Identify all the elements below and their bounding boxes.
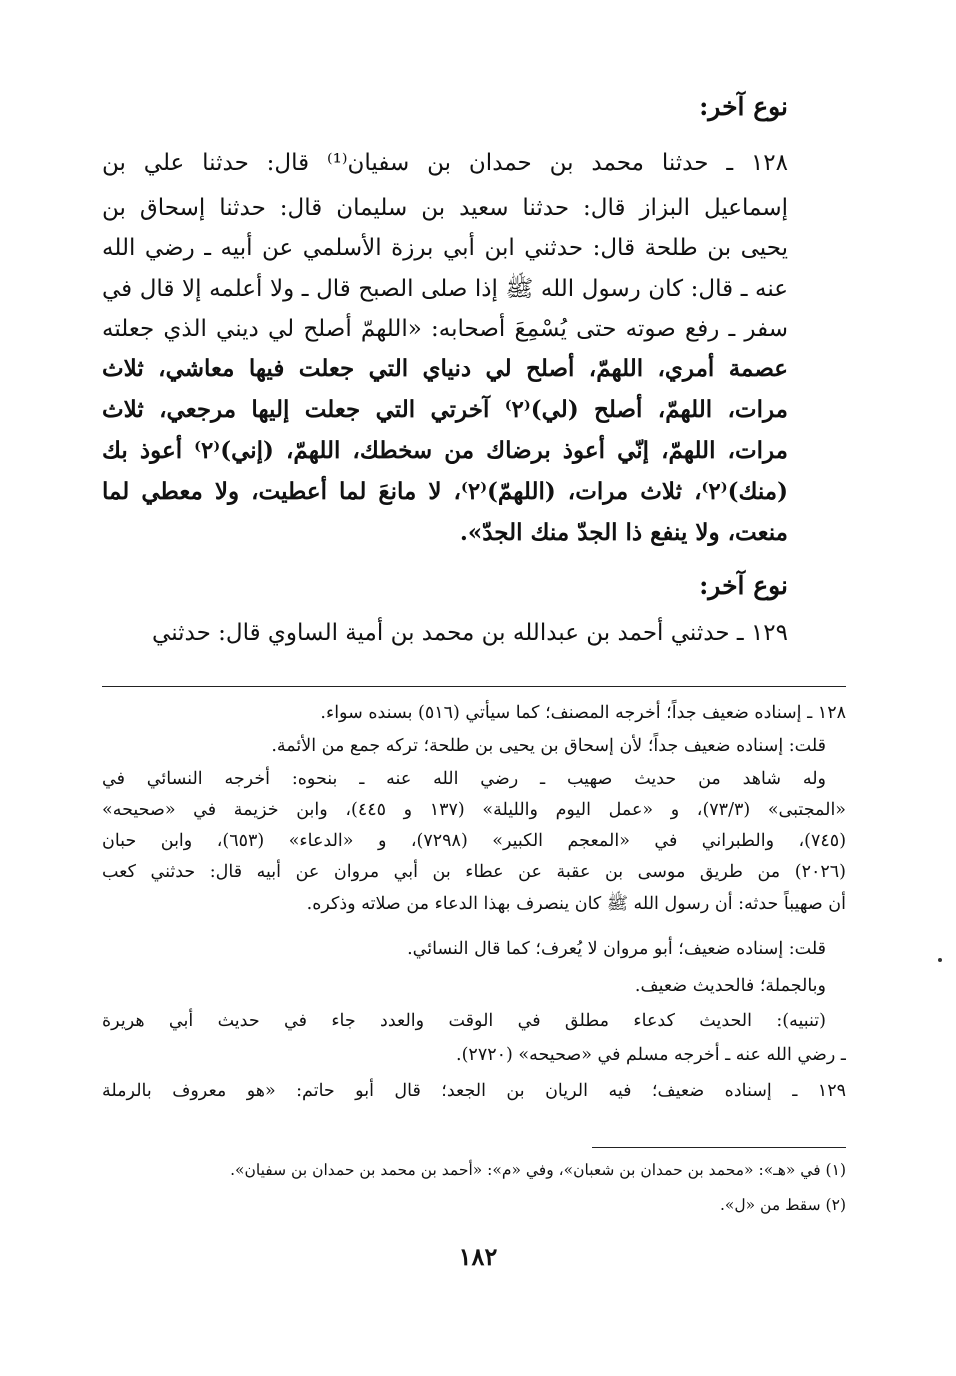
commentary-line: وبالجملة؛ فالحديث ضعيف. [634,976,826,996]
hadith-text-line: مرات، اللهمّ، إنّي أعوذ برضاك من سخطك، اللهمّ، (إني)⁽٢⁾ أعوذ بك [102,437,788,464]
hadith-text-line: ١٢٩ ـ حدثني أحمد بن عبدالله بن محمد بن أمية الساوي قال: حدثني [152,620,788,646]
hadith-text-line: عنه ـ قال: كان رسول الله ﷺ إذا صلى الصبح قال ـ ولا أعلمه إلا قال في [102,276,788,302]
hadith-text-line: سفر ـ رفع صوته حتى يُسْمِعَ أصحابه: «اللهمّ أصلح لي ديني الذي جعلته [102,316,788,342]
footnote: (١) في «هـ»: «محمد بن حمدان بن شعبان»، وفي «م»: «أحمد بن محمد بن حمدان بن سفيان». [230,1161,846,1179]
commentary-line: وله شاهد من حديث صهيب ـ رضي الله عنه ـ بنحوه: أخرجه النسائي في [102,769,826,789]
commentary-line: قلت: إسناده ضعيف؛ أبو مروان لا يُعرف؛ كما قال النسائي. [407,939,826,959]
commentary-line: (٢٠٢٦) من طريق موسى بن عقبة عن عطاء بن أبي مروان عن أبيه قال: حدثني كعب [102,862,846,882]
hadith-text-line: منعت، ولا ينفع ذا الجدّ منك الجدّ». [459,519,788,546]
commentary-line: ١٢٩ ـ إسناده ضعيف؛ فيه الريان بن الجعد؛ قال أبو حاتم: «هو معروف بالرملة [102,1081,846,1101]
commentary-line: ـ رضي الله عنه ـ أخرجه مسلم في «صحيحه» (٢٧٢٠). [456,1045,846,1065]
hadith-text-line: ١٢٨ ـ حدثنا محمد بن حمدان بن سفيان⁽¹⁾ قال: حدثنا علي بن [102,150,788,176]
commentary-line: (٧٤٥)، والطبراني في «المعجم الكبير» (٧٢٩٨)، و «الدعاء» (٦٥٣)، وابن حبان [102,831,846,851]
commentary-line: «المجتبى» (٧٣/٣)، و «عمل اليوم والليلة» (١٣٧ و ٤٤٥)، وابن خزيمة في «صحيحه» [102,800,846,820]
commentary-line: قلت: إسناده ضعيف جداً؛ لأن إسحاق بن يحيى بن طلحة؛ تركه جمع من الأئمة. [271,736,826,756]
commentary-line: ١٢٨ ـ إسناده ضعيف جداً؛ أخرجه المصنف؛ كما سيأتي (٥١٦) بسنده سواء. [320,703,846,723]
page-number: ١٨٢ [458,1242,498,1271]
footnote: (٢) سقط من «ل». [719,1196,846,1214]
hadith-text-line: إسماعيل البزاز قال: حدثنا سعيد بن سليمان قال: حدثنا إسحاق بن [102,195,788,221]
footnote-divider [592,1147,846,1148]
hadith-text-line: (منك)⁽٢⁾، ثلاث مرات، (اللهمّ)⁽٢⁾، لا مانعَ لما أعطيت، ولا معطي لما [102,478,788,505]
commentary-line: (تنبيه): الحديث كدعاء مطلق في الوقت والعدد جاء في حديث أبي هريرة [102,1011,826,1031]
hadith-text-line: يحيى بن طلحة قال: حدثني ابن أبي برزة الأسلمي عن أبيه ـ رضي الله [102,235,788,261]
scan-speck [938,958,942,962]
hadith-text-line: مرات، اللهمّ، أصلح (لي)⁽٢⁾ آخرتي التي جعلت إليها مرجعي، ثلاث [102,396,788,423]
section-heading: نوع آخر: [699,571,788,600]
hadith-text-line: عصمة أمري، اللهمّ، أصلح لي دنياي التي جعلت فيها معاشي، ثلاث [102,355,788,382]
notes-divider [102,686,846,687]
commentary-line: أن صهيباً حدثه: أن رسول الله ﷺ كان ينصرف بهذا الدعاء من صلاته وذكره. [306,894,846,914]
section-heading: نوع آخر: [699,92,788,121]
